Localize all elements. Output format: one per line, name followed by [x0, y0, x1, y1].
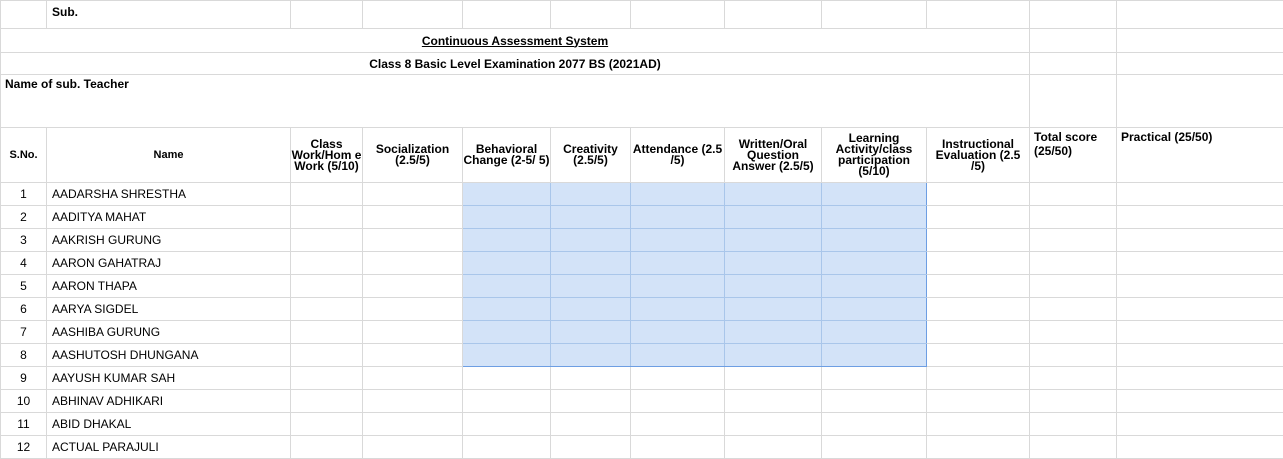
score-cell[interactable] — [1117, 229, 1283, 252]
sno-cell[interactable]: 9 — [1, 367, 47, 390]
cell[interactable] — [463, 1, 551, 29]
table-row — [1, 367, 1283, 390]
selected-cell[interactable] — [463, 298, 551, 321]
selected-cell[interactable] — [725, 298, 822, 321]
score-cell[interactable] — [463, 413, 551, 436]
selected-cell[interactable] — [725, 344, 822, 367]
selected-cell[interactable] — [725, 252, 822, 275]
score-cell[interactable] — [363, 321, 463, 344]
student-name-cell[interactable]: AARON GAHATRAJ — [47, 252, 291, 275]
score-cell[interactable] — [551, 436, 631, 459]
score-cell[interactable] — [463, 436, 551, 459]
score-cell[interactable] — [927, 275, 1030, 298]
selected-cell[interactable] — [551, 206, 631, 229]
score-cell[interactable] — [291, 436, 363, 459]
header-attendance[interactable]: Attendance (2.5 /5) — [631, 128, 725, 183]
score-cell[interactable] — [291, 229, 363, 252]
score-cell[interactable] — [725, 390, 822, 413]
selected-cell[interactable] — [551, 298, 631, 321]
score-cell[interactable] — [363, 275, 463, 298]
selected-cell[interactable] — [551, 344, 631, 367]
selected-cell[interactable] — [631, 321, 725, 344]
cell[interactable] — [1117, 1, 1283, 29]
table-row — [1, 206, 1283, 229]
cell[interactable] — [1117, 53, 1283, 75]
cell[interactable] — [1030, 29, 1117, 53]
selected-cell[interactable] — [822, 275, 927, 298]
cell[interactable] — [1117, 75, 1283, 128]
teacher-row — [1, 75, 1283, 128]
table-row — [1, 183, 1283, 206]
score-cell[interactable] — [927, 229, 1030, 252]
class-row — [1, 53, 1283, 75]
header-socialization[interactable]: Socialization (2.5/5) — [363, 128, 463, 183]
sno-cell[interactable]: 8 — [1, 344, 47, 367]
score-cell[interactable] — [725, 413, 822, 436]
header-name[interactable]: Name — [47, 128, 291, 183]
score-cell[interactable] — [822, 413, 927, 436]
score-cell[interactable] — [927, 413, 1030, 436]
student-name-cell[interactable]: AADARSHA SHRESTHA — [47, 183, 291, 206]
score-cell[interactable] — [1030, 229, 1117, 252]
score-cell[interactable] — [363, 298, 463, 321]
score-cell[interactable] — [1030, 183, 1117, 206]
student-name-cell[interactable]: ABHINAV ADHIKARI — [47, 390, 291, 413]
header-sno[interactable]: S.No. — [1, 128, 47, 183]
selected-cell[interactable] — [463, 183, 551, 206]
score-cell[interactable] — [291, 252, 363, 275]
sno-cell[interactable]: 10 — [1, 390, 47, 413]
score-cell[interactable] — [363, 436, 463, 459]
selected-cell[interactable] — [631, 275, 725, 298]
score-cell[interactable] — [1030, 413, 1117, 436]
teacher-label-cell[interactable]: Name of sub. Teacher — [1, 75, 1030, 128]
score-cell[interactable] — [927, 321, 1030, 344]
selected-cell[interactable] — [822, 229, 927, 252]
score-cell[interactable] — [291, 344, 363, 367]
selected-cell[interactable] — [725, 275, 822, 298]
score-cell[interactable] — [291, 367, 363, 390]
student-name-cell[interactable]: AADITYA MAHAT — [47, 206, 291, 229]
score-cell[interactable] — [291, 275, 363, 298]
table-row — [1, 413, 1283, 436]
cell[interactable] — [363, 1, 463, 29]
cell[interactable] — [1030, 53, 1117, 75]
score-cell[interactable] — [927, 367, 1030, 390]
score-cell[interactable] — [1030, 344, 1117, 367]
student-name-cell[interactable]: AASHUTOSH DHUNGANA — [47, 344, 291, 367]
score-cell[interactable] — [1117, 183, 1283, 206]
score-cell[interactable] — [822, 436, 927, 459]
student-name-cell[interactable]: ABID DHAKAL — [47, 413, 291, 436]
score-cell[interactable] — [363, 206, 463, 229]
cell[interactable] — [551, 1, 631, 29]
header-written-oral[interactable]: Written/Oral Question Answer (2.5/5) — [725, 128, 822, 183]
cell[interactable] — [822, 1, 927, 29]
selected-cell[interactable] — [822, 298, 927, 321]
table-row — [1, 298, 1283, 321]
selected-cell[interactable] — [551, 183, 631, 206]
score-cell[interactable] — [927, 390, 1030, 413]
table-row — [1, 321, 1283, 344]
score-cell[interactable] — [822, 367, 927, 390]
selected-cell[interactable] — [631, 229, 725, 252]
cell[interactable] — [725, 1, 822, 29]
score-cell[interactable] — [551, 390, 631, 413]
score-cell[interactable] — [725, 367, 822, 390]
selected-cell[interactable] — [631, 206, 725, 229]
selected-cell[interactable] — [551, 275, 631, 298]
selected-cell[interactable] — [631, 298, 725, 321]
score-cell[interactable] — [1117, 206, 1283, 229]
table-row — [1, 390, 1283, 413]
cell[interactable] — [1117, 29, 1283, 53]
score-cell[interactable] — [927, 344, 1030, 367]
cell[interactable] — [1030, 1, 1117, 29]
score-cell[interactable] — [363, 183, 463, 206]
score-cell[interactable] — [1030, 298, 1117, 321]
score-cell[interactable] — [291, 183, 363, 206]
selected-cell[interactable] — [725, 183, 822, 206]
table-row — [1, 229, 1283, 252]
score-cell[interactable] — [1030, 321, 1117, 344]
cell[interactable] — [1, 1, 47, 29]
score-cell[interactable] — [1030, 275, 1117, 298]
score-cell[interactable] — [463, 390, 551, 413]
selected-cell[interactable] — [463, 252, 551, 275]
score-cell[interactable] — [631, 413, 725, 436]
score-cell[interactable] — [1117, 252, 1283, 275]
score-cell[interactable] — [1117, 298, 1283, 321]
score-cell[interactable] — [927, 252, 1030, 275]
selected-cell[interactable] — [551, 252, 631, 275]
score-cell[interactable] — [551, 367, 631, 390]
score-cell[interactable] — [291, 390, 363, 413]
score-cell[interactable] — [725, 436, 822, 459]
selected-cell[interactable] — [631, 183, 725, 206]
selected-cell[interactable] — [551, 321, 631, 344]
score-cell[interactable] — [363, 229, 463, 252]
class-line-cell[interactable]: Class 8 Basic Level Examination 2077 BS (2021AD) — [1, 53, 1030, 75]
score-cell[interactable] — [927, 206, 1030, 229]
selected-cell[interactable] — [463, 275, 551, 298]
sno-cell[interactable]: 2 — [1, 206, 47, 229]
header-practical[interactable]: Practical (25/50) — [1117, 128, 1283, 183]
student-rows — [1, 183, 1283, 459]
score-cell[interactable] — [363, 344, 463, 367]
score-cell[interactable] — [363, 390, 463, 413]
score-cell[interactable] — [1030, 390, 1117, 413]
score-cell[interactable] — [291, 413, 363, 436]
header-creativity[interactable]: Creativity (2.5/5) — [551, 128, 631, 183]
table-row — [1, 436, 1283, 459]
score-cell[interactable] — [1030, 367, 1117, 390]
score-cell[interactable] — [1030, 436, 1117, 459]
selected-cell[interactable] — [822, 321, 927, 344]
selected-cell[interactable] — [463, 206, 551, 229]
score-cell[interactable] — [1117, 275, 1283, 298]
student-name-cell[interactable]: AAYUSH KUMAR SAH — [47, 367, 291, 390]
header-row — [1, 128, 1283, 183]
header-total[interactable]: Total score (25/50) — [1030, 128, 1117, 183]
header-behavioral[interactable]: Behavioral Change (2-5/ 5) — [463, 128, 551, 183]
cell[interactable] — [1030, 75, 1117, 128]
student-name-cell[interactable]: ACTUAL PARAJULI — [47, 436, 291, 459]
title-row — [1, 29, 1283, 53]
selected-cell[interactable] — [822, 206, 927, 229]
score-cell[interactable] — [1117, 344, 1283, 367]
selected-cell[interactable] — [725, 206, 822, 229]
sno-cell[interactable]: 4 — [1, 252, 47, 275]
sub-row — [1, 1, 1283, 29]
selected-cell[interactable] — [463, 321, 551, 344]
student-name-cell[interactable]: AASHIBA GURUNG — [47, 321, 291, 344]
header-learning[interactable]: Learning Activity/class participation (5/10) — [822, 128, 927, 183]
score-cell[interactable] — [631, 367, 725, 390]
cell[interactable] — [631, 1, 725, 29]
selected-cell[interactable] — [822, 344, 927, 367]
sno-cell[interactable]: 3 — [1, 229, 47, 252]
cell[interactable] — [291, 1, 363, 29]
score-cell[interactable] — [927, 298, 1030, 321]
score-cell[interactable] — [631, 436, 725, 459]
score-cell[interactable] — [1117, 367, 1283, 390]
score-cell[interactable] — [631, 390, 725, 413]
score-cell[interactable] — [1117, 390, 1283, 413]
table-row — [1, 344, 1283, 367]
student-name-cell[interactable]: AARON THAPA — [47, 275, 291, 298]
sheet-title-cell[interactable]: Continuous Assessment System — [1, 29, 1030, 53]
sno-cell[interactable]: 12 — [1, 436, 47, 459]
student-name-cell[interactable]: AARYA SIGDEL — [47, 298, 291, 321]
score-cell[interactable] — [822, 390, 927, 413]
sno-cell[interactable]: 11 — [1, 413, 47, 436]
score-cell[interactable] — [363, 413, 463, 436]
score-cell[interactable] — [463, 367, 551, 390]
score-cell[interactable] — [1030, 206, 1117, 229]
score-cell[interactable] — [291, 206, 363, 229]
score-cell[interactable] — [551, 413, 631, 436]
score-cell[interactable] — [1030, 252, 1117, 275]
selected-cell[interactable] — [822, 183, 927, 206]
sno-cell[interactable]: 5 — [1, 275, 47, 298]
selected-cell[interactable] — [822, 252, 927, 275]
score-cell[interactable] — [927, 183, 1030, 206]
score-cell[interactable] — [1117, 321, 1283, 344]
sno-cell[interactable]: 1 — [1, 183, 47, 206]
selected-cell[interactable] — [463, 229, 551, 252]
score-cell[interactable] — [291, 298, 363, 321]
score-cell[interactable] — [1117, 436, 1283, 459]
score-cell[interactable] — [363, 252, 463, 275]
selected-cell[interactable] — [551, 229, 631, 252]
selected-cell[interactable] — [725, 229, 822, 252]
sno-cell[interactable]: 7 — [1, 321, 47, 344]
score-cell[interactable] — [363, 367, 463, 390]
table-row — [1, 275, 1283, 298]
score-cell[interactable] — [291, 321, 363, 344]
selected-cell[interactable] — [631, 252, 725, 275]
cell[interactable] — [927, 1, 1030, 29]
table-row — [1, 252, 1283, 275]
selected-cell[interactable] — [631, 344, 725, 367]
header-classwork[interactable]: Class Work/Hom e Work (5/10) — [291, 128, 363, 183]
score-cell[interactable] — [1117, 413, 1283, 436]
selected-cell[interactable] — [725, 321, 822, 344]
sub-label-cell[interactable]: Sub. — [47, 1, 291, 29]
selected-cell[interactable] — [463, 344, 551, 367]
sno-cell[interactable]: 6 — [1, 298, 47, 321]
header-instructional[interactable]: Instructional Evaluation (2.5 /5) — [927, 128, 1030, 183]
student-name-cell[interactable]: AAKRISH GURUNG — [47, 229, 291, 252]
score-cell[interactable] — [927, 436, 1030, 459]
